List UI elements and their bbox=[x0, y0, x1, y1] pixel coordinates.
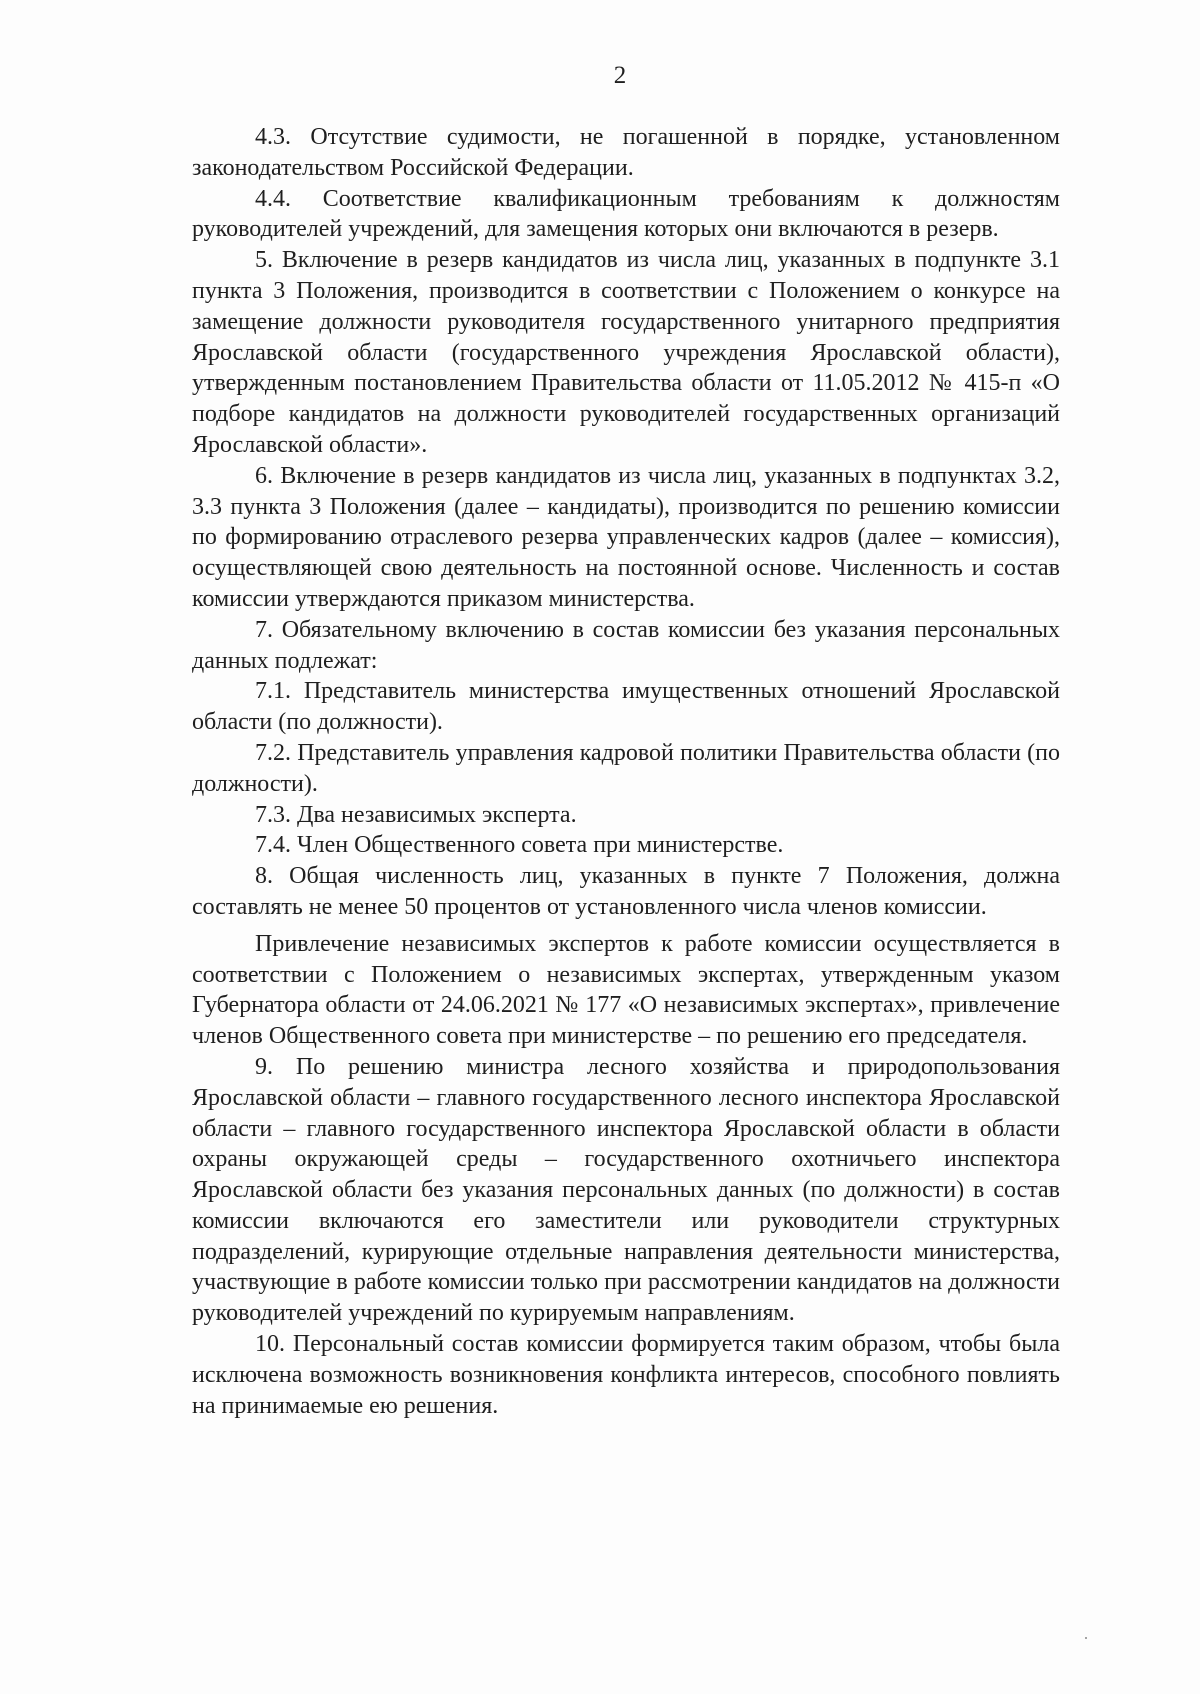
paragraph-experts: Привлечение независимых экспертов к работе комиссии осуществляется в соответствии с Положением о независимых экспертах, утвержденным указом Губернатора области от 24.06.2021 № 177 «О независимых экспертах», привлечение членов Общественного совета при министерстве – по решению его председателя. bbox=[192, 930, 1060, 1050]
paragraph-9: 9. По решению министра лесного хозяйства и природопользования Ярославской области – главного государственного лесного инспектора Ярославской области – главного государственного инспектора Ярославской области в области охраны окружающей среды – государственного охотничьего инспектора Ярославской области без указания персональных данных (по должности) в состав комиссии включаются его заместители или руководители структурных подразделений, курирующие отдельные направления деятельности министерства, участвующие в работе комиссии только при рассмотрении кандидатов на должности руководителей учреждений по курируемым направлениям. bbox=[192, 1053, 1060, 1327]
paragraph-6: 6. Включение в резерв кандидатов из числа лиц, указанных в подпунктах 3.2, 3.3 пункта 3 Положения (далее – кандидаты), производится по решению комиссии по формированию отраслевого резерва управленческих кадров (далее – комиссия), осуществляющей свою деятельность на постоянной основе. Численность и состав комиссии утверждаются приказом министерства. bbox=[192, 462, 1060, 612]
paragraph-7-4: 7.4. Член Общественного совета при министерстве. bbox=[255, 832, 784, 859]
paragraph-8: 8. Общая численность лиц, указанных в пункте 7 Положения, должна составлять не менее 50 процентов от установленного числа членов комиссии. bbox=[192, 863, 1060, 920]
paragraph-7-3: 7.3. Два независимых эксперта. bbox=[255, 801, 577, 828]
paragraph-4-4: 4.4. Соответствие квалификационным требованиям к должностям руководителей учреждений, для замещения которых они включаются в резерв. bbox=[192, 185, 1060, 243]
paragraph-7-1: 7.1. Представитель министерства имущественных отношений Ярославской области (по должности). bbox=[192, 678, 1060, 736]
paragraph-4-3: 4.3. Отсутствие судимости, не погашенной в порядке, установленном законодательством Российской Федерации. bbox=[192, 124, 1060, 181]
paragraph-5: 5. Включение в резерв кандидатов из числа лиц, указанных в подпункте 3.1 пункта 3 Положения, производится в соответствии с Положением о конкурсе на замещение должности руководителя государственного унитарного предприятия Ярославской области (государственного учреждения Ярославской области), утвержденным постановлением Правительства области от 11.05.2012 № 415-п «О подборе кандидатов на должности руководителей государственных организаций Ярославской области». bbox=[192, 247, 1060, 458]
paragraph-7: 7. Обязательному включению в состав комиссии без указания персональных данных подлежат: bbox=[192, 616, 1060, 674]
document-body bbox=[192, 122, 1060, 1421]
paragraph-10: 10. Персональный состав комиссии формируется таким образом, чтобы была исключена возможность возникновения конфликта интересов, способного повлиять на принимаемые ею решения. bbox=[192, 1331, 1060, 1419]
page-number: 2 bbox=[613, 62, 627, 89]
scan-speck bbox=[1085, 1637, 1087, 1639]
paragraph-7-2: 7.2. Представитель управления кадровой политики Правительства области (по должности). bbox=[192, 739, 1060, 797]
